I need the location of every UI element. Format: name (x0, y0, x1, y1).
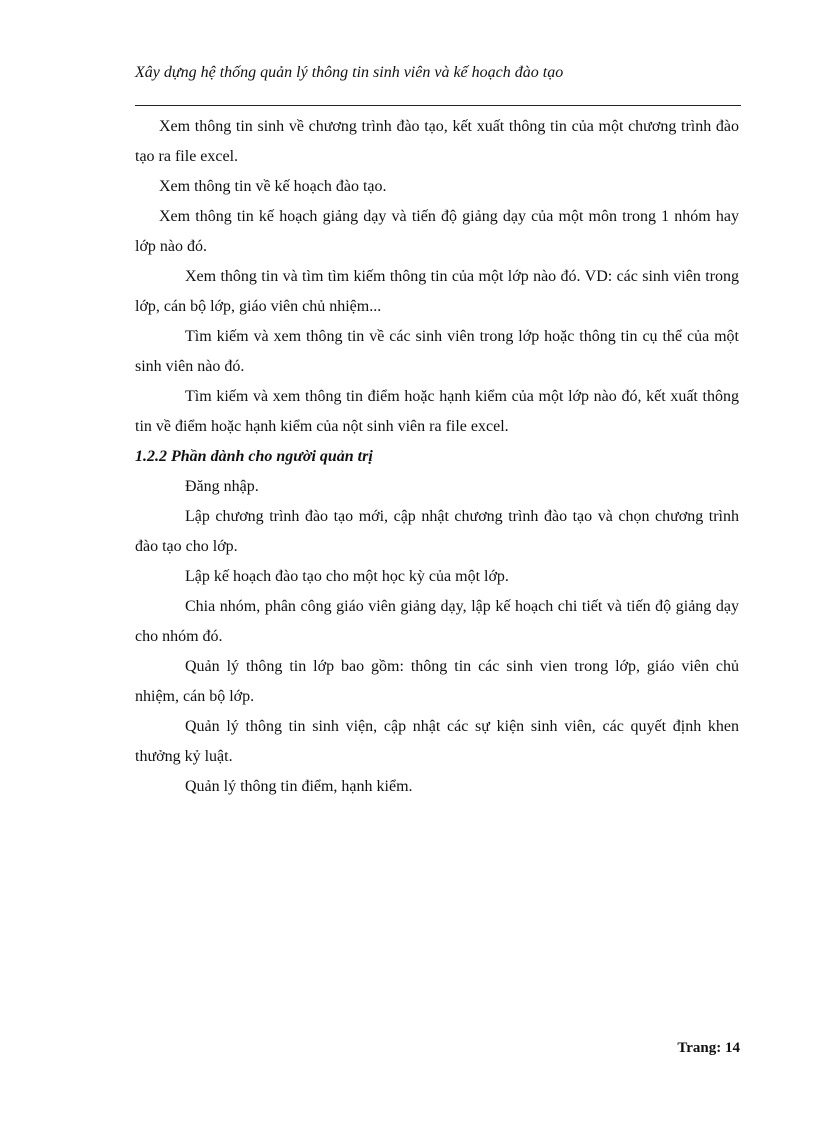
document-body (135, 112, 739, 802)
section-heading: 1.2.2 Phần dành cho người quản trị (135, 448, 373, 465)
paragraph: Xem thông tin sinh về chương trình đào tạo, kết xuất thông tin của một chương trình đào tạo ra file excel. (135, 118, 739, 165)
paragraph: Xem thông tin và tìm tìm kiếm thông tin của một lớp nào đó. VD: các sinh viên trong lớp, cán bộ lớp, giáo viên chủ nhiệm... (135, 268, 739, 315)
paragraph: Xem thông tin kế hoạch giảng dạy và tiến độ giảng dạy của một môn trong 1 nhóm hay lớp nào đó. (135, 208, 739, 255)
paragraph: Chia nhóm, phân công giáo viên giảng dạy, lập kế hoạch chi tiết và tiến độ giảng dạy cho nhóm đó. (135, 598, 739, 645)
paragraph: Quản lý thông tin sinh viện, cập nhật các sự kiện sinh viên, các quyết định khen thưởng kỷ luật. (135, 718, 739, 765)
paragraph: Đăng nhập. (185, 478, 259, 495)
paragraph: Tìm kiếm và xem thông tin điểm hoặc hạnh kiểm của một lớp nào đó, kết xuất thông tin về điểm hoặc hạnh kiểm của nột sinh viên ra file excel. (135, 388, 739, 435)
page-number: Trang: 14 (677, 1040, 740, 1056)
running-header: Xây dựng hệ thống quản lý thông tin sinh viên và kế hoạch đào tạo (135, 64, 564, 81)
header-rule (135, 105, 741, 106)
paragraph: Quản lý thông tin lớp bao gồm: thông tin các sinh vien trong lớp, giáo viên chủ nhiệm, cán bộ lớp. (135, 658, 739, 705)
paragraph: Lập chương trình đào tạo mới, cập nhật chương trình đào tạo và chọn chương trình đào tạo cho lớp. (135, 508, 739, 555)
paragraph: Lập kế hoạch đào tạo cho một học kỳ của một lớp. (185, 568, 509, 585)
paragraph: Tìm kiếm và xem thông tin về các sinh viên trong lớp hoặc thông tin cụ thể của một sinh viên nào đó. (135, 328, 739, 375)
paragraph: Xem thông tin về kế hoạch đào tạo. (159, 178, 387, 195)
paragraph: Quản lý thông tin điểm, hạnh kiểm. (185, 778, 413, 795)
